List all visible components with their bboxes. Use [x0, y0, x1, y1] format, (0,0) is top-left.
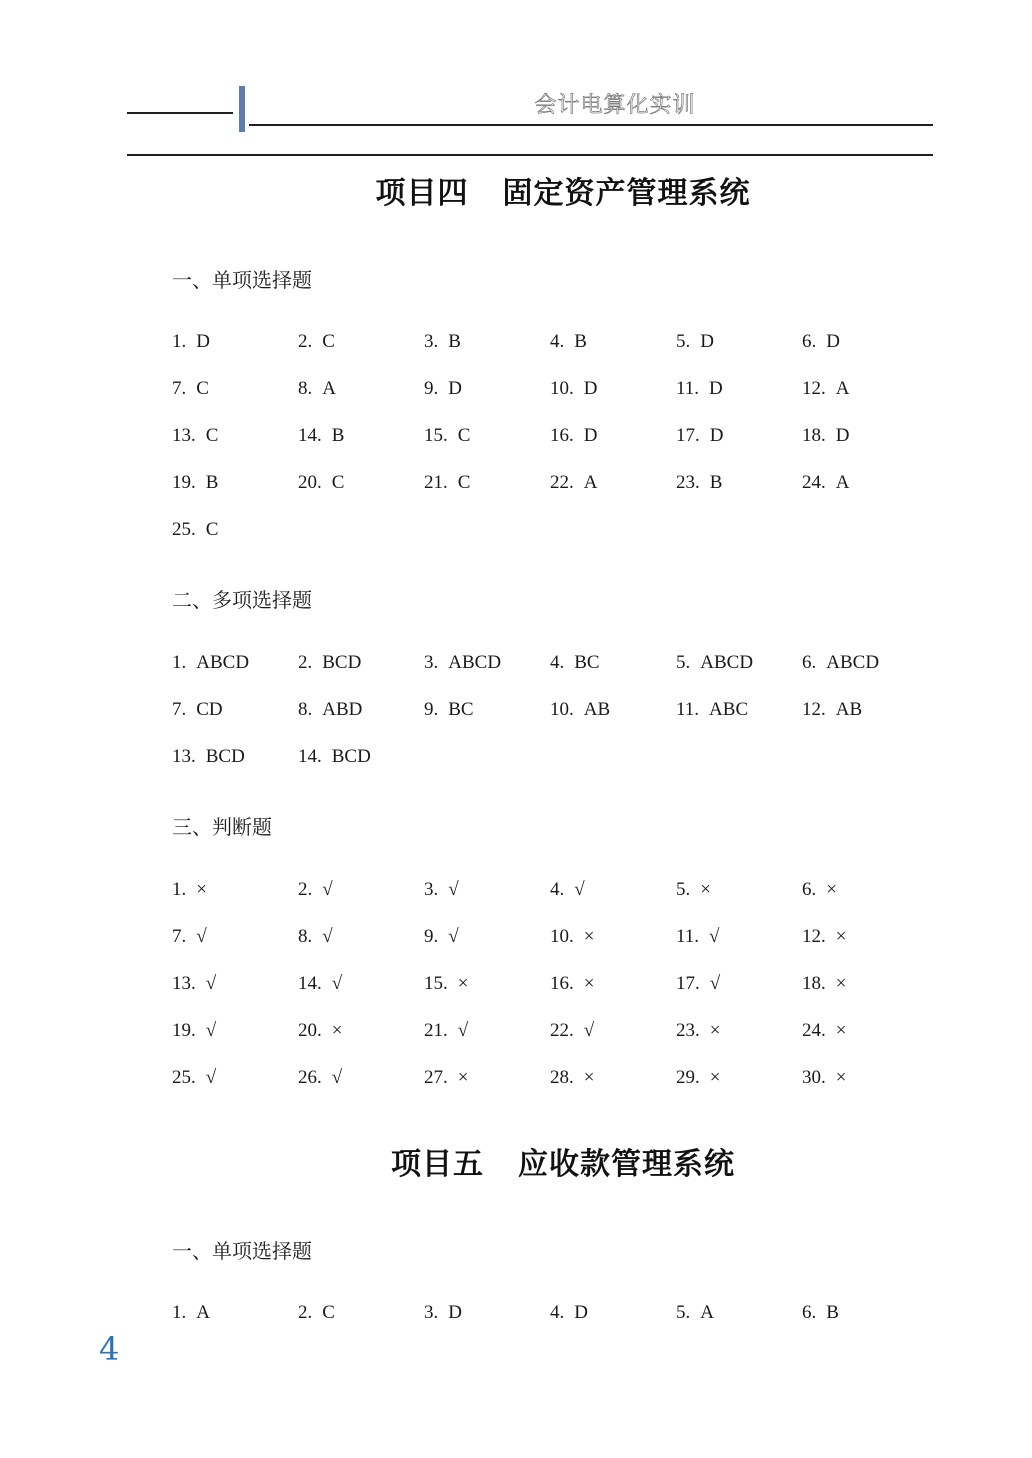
answer-item: [172, 648, 298, 695]
question-number: 1.: [172, 879, 187, 900]
answer-value: √: [457, 1020, 469, 1041]
question-number: 12.: [802, 926, 826, 947]
question-number: 16.: [550, 973, 574, 994]
page-number: 4: [99, 1330, 120, 1368]
section-title: [0, 168, 1032, 212]
answer-value: ABCD: [448, 652, 502, 673]
answer-item: [298, 875, 424, 922]
answer-item: [172, 374, 298, 421]
answer-item: [298, 1298, 424, 1345]
answer-value: D: [448, 378, 462, 399]
answer-item: [424, 695, 550, 742]
header-right-rule: [249, 124, 933, 126]
answer-item: [298, 695, 424, 742]
question-number: 5.: [676, 331, 691, 352]
answer-value: ×: [709, 1067, 721, 1088]
section-title-prefix: 项目四: [375, 176, 469, 211]
answer-value: B: [448, 331, 461, 352]
question-number: 2.: [298, 652, 313, 673]
question-number: 12.: [802, 699, 826, 720]
section-title-name: 固定资产管理系统: [502, 176, 751, 211]
answer-item: [172, 1063, 298, 1110]
answer-item: [550, 969, 676, 1016]
answer-item: [676, 1298, 802, 1345]
answer-item: [802, 922, 928, 969]
answer-item: [676, 468, 802, 515]
question-number: 13.: [172, 746, 196, 767]
question-number: 3.: [424, 652, 439, 673]
question-number: 6.: [802, 1302, 817, 1323]
question-number: 3.: [424, 879, 439, 900]
answer-item: [676, 1016, 802, 1063]
answer-value: A: [196, 1302, 210, 1323]
answer-item: [298, 1016, 424, 1063]
question-number: 8.: [298, 926, 313, 947]
question-number: 15.: [424, 425, 448, 446]
answer-item: [424, 648, 550, 695]
question-number: 5.: [676, 879, 691, 900]
answer-value: D: [196, 331, 210, 352]
answer-item: [802, 1016, 928, 1063]
answer-item: [424, 327, 550, 374]
question-number: 9.: [424, 378, 439, 399]
answer-item: [802, 1298, 928, 1345]
answer-value: D: [709, 425, 724, 446]
answer-value: B: [709, 472, 723, 493]
answer-item: [676, 1063, 802, 1110]
question-number: 18.: [802, 973, 826, 994]
answer-item: [676, 922, 802, 969]
answer-item: [802, 648, 928, 695]
question-number: 14.: [298, 746, 322, 767]
answer-item: [172, 969, 298, 1016]
answer-grid: [172, 648, 932, 789]
answer-item: [676, 374, 802, 421]
answer-value: A: [583, 472, 598, 493]
header-accent-bar: [239, 86, 245, 132]
question-number: 10.: [550, 926, 574, 947]
answer-item: [172, 742, 298, 789]
answer-value: ×: [835, 1020, 847, 1041]
answer-value: D: [583, 425, 598, 446]
question-number: 23.: [676, 1020, 700, 1041]
answer-item: [298, 327, 424, 374]
answer-value: C: [322, 1302, 335, 1323]
answer-item: [298, 1063, 424, 1110]
answer-item: [298, 969, 424, 1016]
answer-item: [550, 1063, 676, 1110]
answer-value: ×: [835, 926, 847, 947]
question-number: 8.: [298, 699, 313, 720]
question-number: 4.: [550, 879, 565, 900]
answer-item: [550, 421, 676, 468]
answer-item: [676, 327, 802, 374]
answer-value: √: [574, 879, 585, 900]
answer-value: √: [205, 973, 217, 994]
answer-value: B: [574, 331, 587, 352]
question-number: 11.: [676, 378, 700, 399]
question-number: 4.: [550, 1302, 565, 1323]
answer-value: √: [205, 1067, 217, 1088]
answer-value: ×: [700, 879, 711, 900]
question-number: 23.: [676, 472, 700, 493]
question-number: 24.: [802, 1020, 826, 1041]
question-number: 2.: [298, 331, 313, 352]
question-number: 1.: [172, 331, 187, 352]
answer-value: BC: [448, 699, 474, 720]
question-number: 11.: [676, 699, 700, 720]
answer-item: [298, 648, 424, 695]
question-number: 2.: [298, 879, 313, 900]
answer-value: √: [331, 973, 343, 994]
group-heading: 二、多项选择题: [172, 588, 312, 612]
answer-value: C: [196, 378, 209, 399]
answer-value: A: [322, 378, 336, 399]
answer-item: [172, 922, 298, 969]
question-number: 25.: [172, 1067, 196, 1088]
question-number: 22.: [550, 472, 574, 493]
answer-value: D: [826, 331, 840, 352]
question-number: 19.: [172, 472, 196, 493]
answer-item: [424, 374, 550, 421]
answer-item: [424, 421, 550, 468]
answer-item: [172, 327, 298, 374]
header-left-rule: [127, 112, 233, 114]
answer-item: [676, 969, 802, 1016]
answer-item: [676, 648, 802, 695]
question-number: 6.: [802, 331, 817, 352]
answer-value: D: [583, 378, 598, 399]
answer-item: [172, 1298, 298, 1345]
answer-item: [424, 468, 550, 515]
answer-value: √: [709, 973, 721, 994]
answer-item: [298, 421, 424, 468]
question-number: 13.: [172, 973, 196, 994]
answer-item: [550, 327, 676, 374]
answer-value: ×: [835, 973, 847, 994]
question-number: 5.: [676, 1302, 691, 1323]
question-number: 26.: [298, 1067, 322, 1088]
answer-value: ×: [826, 879, 837, 900]
answer-value: √: [205, 1020, 217, 1041]
group-heading: 一、单项选择题: [172, 268, 312, 292]
answer-item: [802, 468, 928, 515]
answer-value: C: [205, 425, 219, 446]
answer-item: [550, 695, 676, 742]
question-number: 9.: [424, 926, 439, 947]
answer-value: √: [448, 926, 459, 947]
answer-value: √: [331, 1067, 343, 1088]
question-number: 1.: [172, 1302, 187, 1323]
answer-item: [802, 421, 928, 468]
question-number: 7.: [172, 699, 187, 720]
question-number: 8.: [298, 378, 313, 399]
answer-value: ×: [331, 1020, 343, 1041]
answer-item: [802, 327, 928, 374]
answer-value: D: [700, 331, 714, 352]
question-number: 20.: [298, 472, 322, 493]
question-number: 27.: [424, 1067, 448, 1088]
question-number: 29.: [676, 1067, 700, 1088]
answer-item: [172, 695, 298, 742]
question-number: 22.: [550, 1020, 574, 1041]
answer-value: ×: [583, 926, 595, 947]
question-number: 20.: [298, 1020, 322, 1041]
answer-value: √: [196, 926, 207, 947]
answer-value: A: [700, 1302, 714, 1323]
answer-value: ×: [583, 973, 595, 994]
question-number: 5.: [676, 652, 691, 673]
answer-grid: [172, 1298, 932, 1345]
answer-value: A: [835, 472, 850, 493]
question-number: 4.: [550, 331, 565, 352]
answer-value: ×: [835, 1067, 847, 1088]
answer-item: [550, 1016, 676, 1063]
answer-value: CD: [196, 699, 223, 720]
question-number: 18.: [802, 425, 826, 446]
answer-grid: [172, 327, 932, 562]
answer-item: [424, 969, 550, 1016]
answer-item: [172, 515, 298, 562]
question-number: 14.: [298, 973, 322, 994]
answer-item: [550, 922, 676, 969]
question-number: 6.: [802, 652, 817, 673]
answer-value: √: [583, 1020, 595, 1041]
group-heading: 一、单项选择题: [172, 1239, 312, 1263]
answer-value: D: [709, 378, 723, 399]
answer-item: [550, 468, 676, 515]
answer-item: [676, 695, 802, 742]
answer-value: C: [205, 519, 219, 540]
answer-item: [676, 421, 802, 468]
question-number: 4.: [550, 652, 565, 673]
answer-item: [424, 1298, 550, 1345]
answer-value: ×: [196, 879, 207, 900]
answer-value: √: [709, 926, 720, 947]
question-number: 12.: [802, 378, 826, 399]
section-title: [0, 1139, 1032, 1183]
answer-item: [172, 875, 298, 922]
answer-item: [424, 1063, 550, 1110]
answer-item: [802, 374, 928, 421]
answer-value: √: [322, 879, 333, 900]
answer-value: C: [457, 472, 471, 493]
answer-item: [550, 648, 676, 695]
question-number: 2.: [298, 1302, 313, 1323]
question-number: 9.: [424, 699, 439, 720]
answer-value: A: [835, 378, 850, 399]
question-number: 10.: [550, 699, 574, 720]
question-number: 19.: [172, 1020, 196, 1041]
answer-item: [298, 468, 424, 515]
question-number: 16.: [550, 425, 574, 446]
answer-item: [298, 374, 424, 421]
answer-value: BCD: [322, 652, 362, 673]
question-number: 3.: [424, 331, 439, 352]
answer-value: AB: [583, 699, 611, 720]
question-number: 30.: [802, 1067, 826, 1088]
group-heading: 三、判断题: [172, 815, 272, 839]
question-number: 24.: [802, 472, 826, 493]
answer-grid: [172, 875, 932, 1110]
answer-value: C: [322, 331, 335, 352]
answer-item: [424, 875, 550, 922]
answer-value: ×: [457, 973, 469, 994]
answer-item: [172, 1016, 298, 1063]
question-number: 13.: [172, 425, 196, 446]
question-number: 21.: [424, 1020, 448, 1041]
question-number: 7.: [172, 378, 187, 399]
question-number: 14.: [298, 425, 322, 446]
answer-item: [550, 374, 676, 421]
section-title-name: 应收款管理系统: [518, 1147, 735, 1182]
answer-item: [802, 695, 928, 742]
answer-item: [550, 1298, 676, 1345]
answer-value: AB: [835, 699, 863, 720]
answer-value: BCD: [331, 746, 371, 767]
answer-value: D: [448, 1302, 462, 1323]
answer-value: B: [331, 425, 345, 446]
answer-value: ABD: [322, 699, 363, 720]
answer-item: [802, 875, 928, 922]
question-number: 17.: [676, 973, 700, 994]
question-number: 15.: [424, 973, 448, 994]
answer-value: BC: [574, 652, 600, 673]
answer-item: [298, 742, 424, 789]
question-number: 7.: [172, 926, 187, 947]
answer-value: √: [322, 926, 333, 947]
header-separator: [127, 154, 933, 156]
answer-value: ABCD: [196, 652, 250, 673]
question-number: 17.: [676, 425, 700, 446]
answer-value: D: [574, 1302, 588, 1323]
question-number: 21.: [424, 472, 448, 493]
answer-item: [298, 922, 424, 969]
answer-value: C: [457, 425, 471, 446]
answer-value: C: [331, 472, 345, 493]
answer-value: ABCD: [700, 652, 754, 673]
answer-value: ×: [457, 1067, 469, 1088]
question-number: 25.: [172, 519, 196, 540]
answer-value: ×: [709, 1020, 721, 1041]
question-number: 3.: [424, 1302, 439, 1323]
header-book-title: 会计电算化实训: [534, 93, 696, 118]
question-number: 11.: [676, 926, 700, 947]
answer-value: BCD: [205, 746, 245, 767]
answer-item: [676, 875, 802, 922]
answer-item: [172, 468, 298, 515]
answer-value: B: [205, 472, 219, 493]
answer-item: [802, 969, 928, 1016]
answer-value: ×: [583, 1067, 595, 1088]
answer-value: ABCD: [826, 652, 880, 673]
question-number: 10.: [550, 378, 574, 399]
answer-item: [802, 1063, 928, 1110]
answer-value: D: [835, 425, 850, 446]
answer-item: [424, 1016, 550, 1063]
answer-value: B: [826, 1302, 839, 1323]
section-title-prefix: 项目五: [391, 1147, 484, 1182]
answer-item: [172, 421, 298, 468]
question-number: 28.: [550, 1067, 574, 1088]
answer-item: [550, 875, 676, 922]
question-number: 1.: [172, 652, 187, 673]
answer-value: √: [448, 879, 459, 900]
question-number: 6.: [802, 879, 817, 900]
answer-item: [424, 922, 550, 969]
answer-value: ABC: [709, 699, 749, 720]
